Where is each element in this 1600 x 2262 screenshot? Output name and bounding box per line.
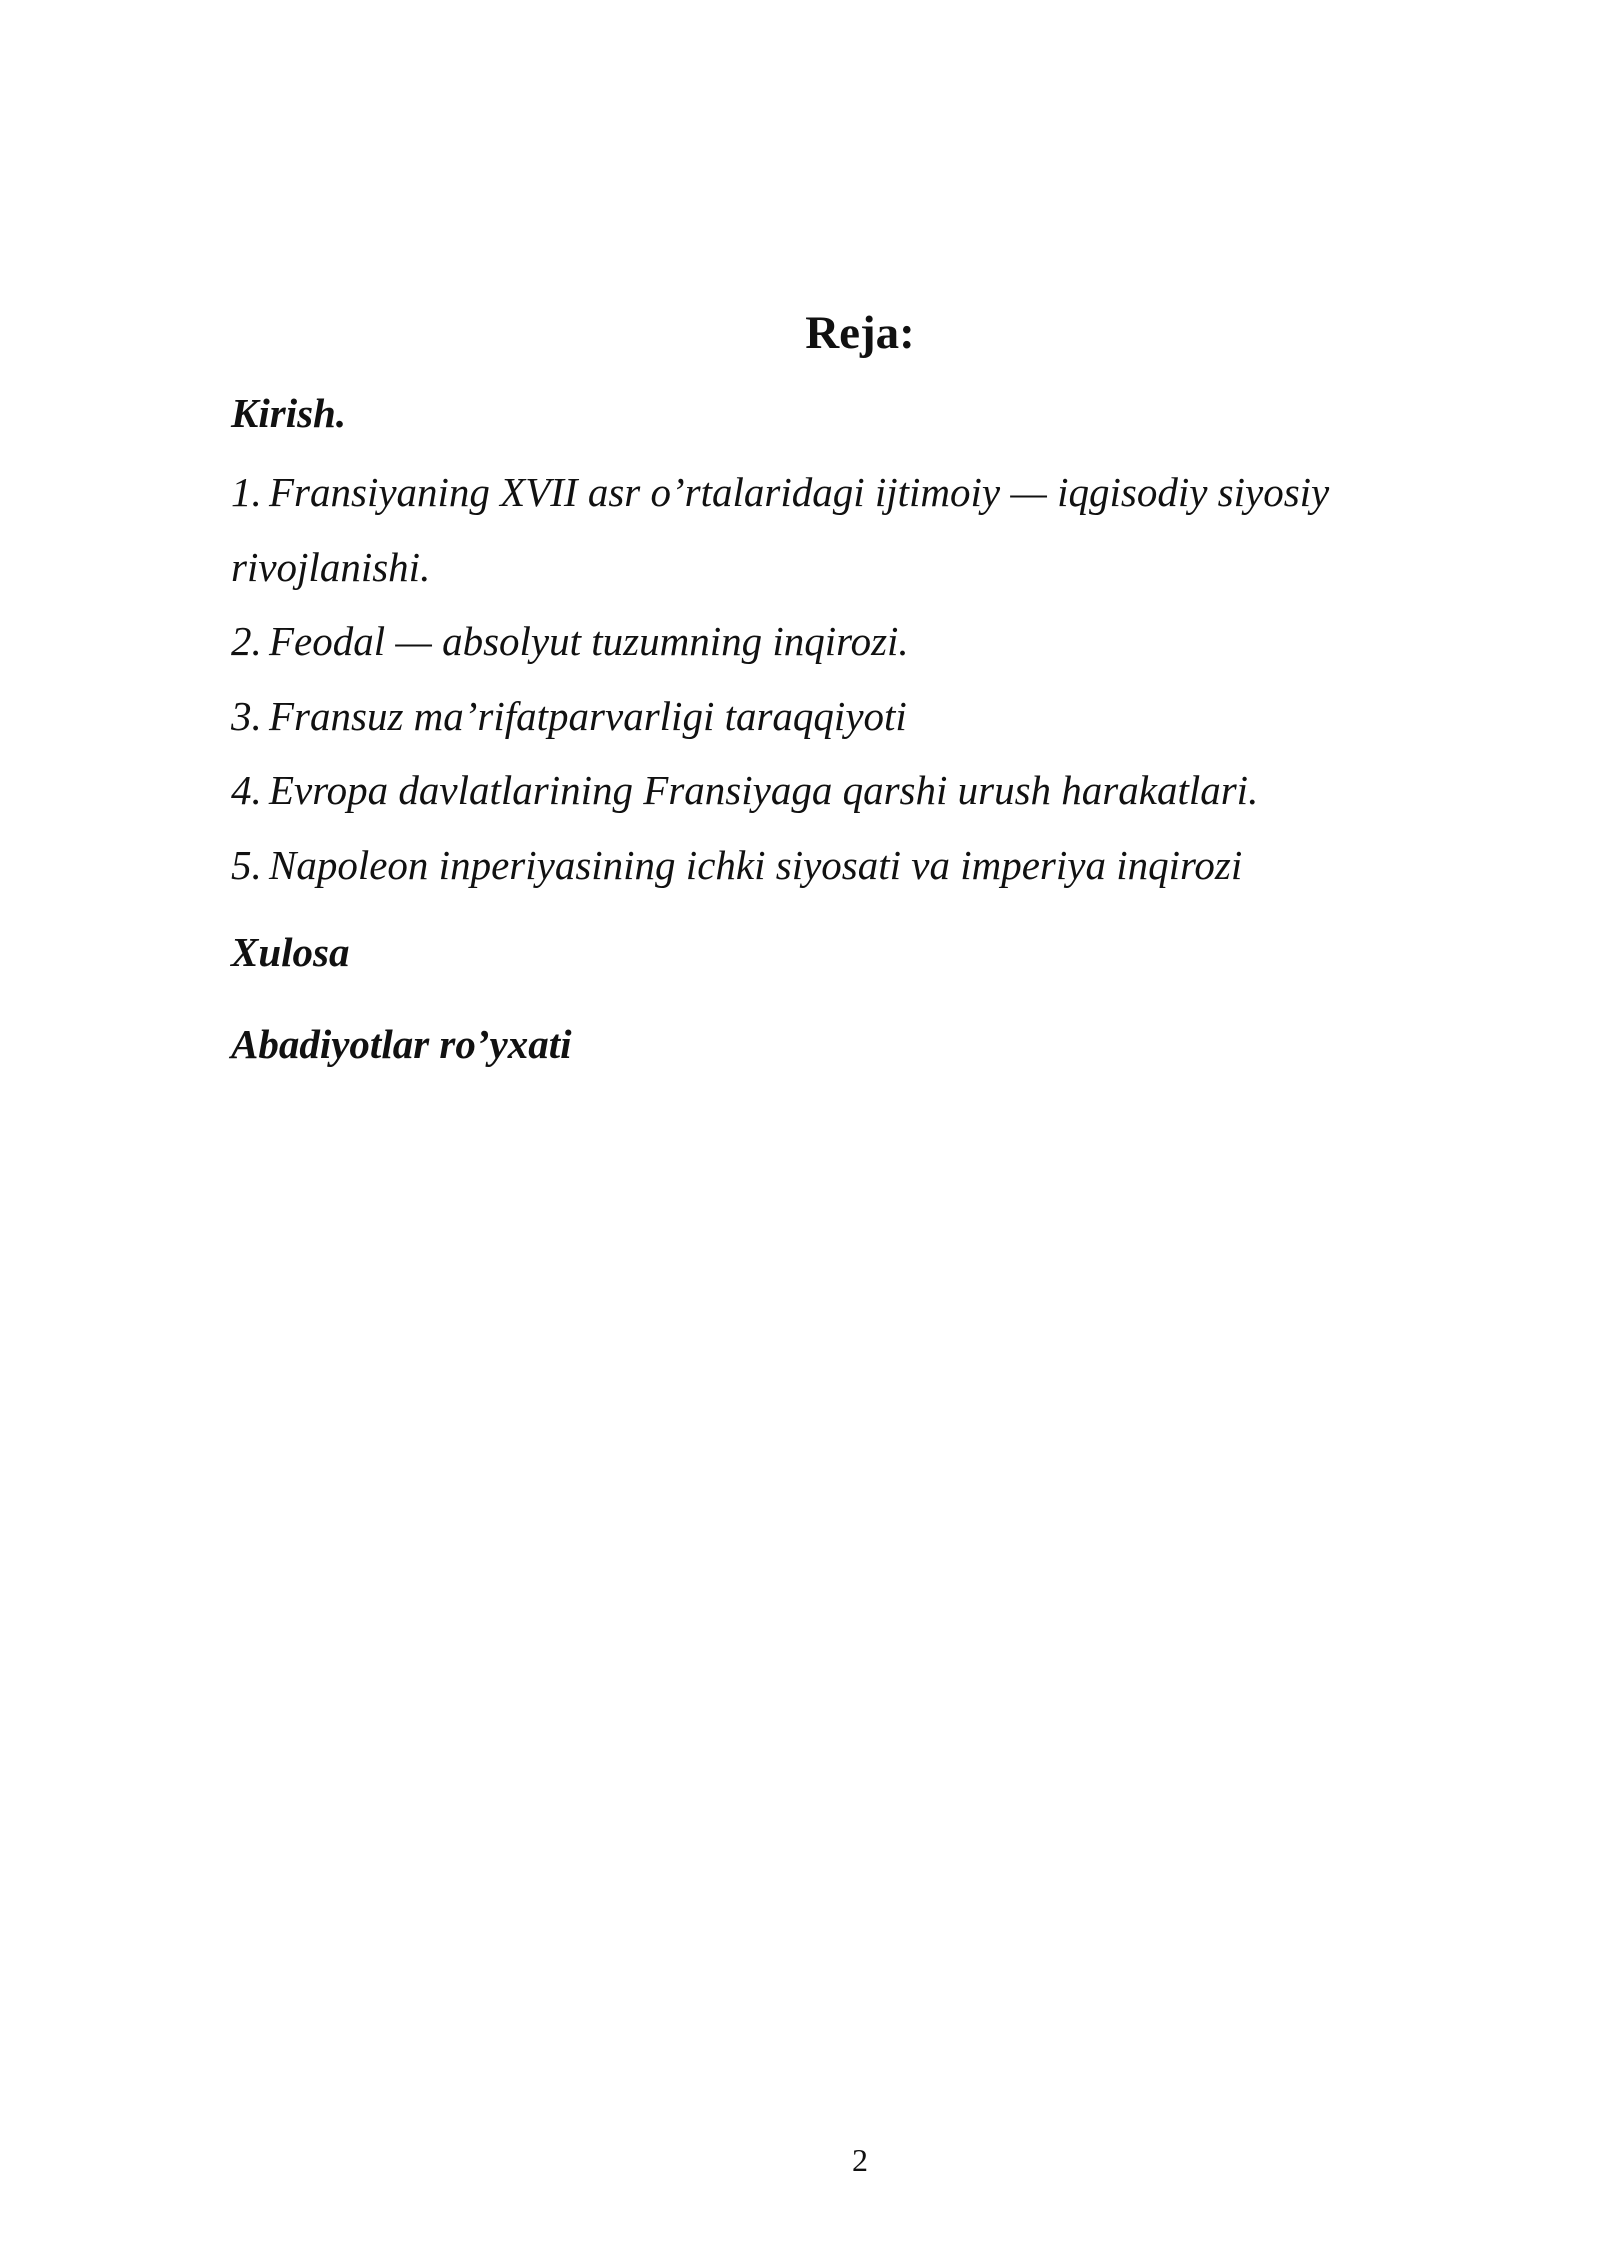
list-item-text: Evropa davlatlarining Fransiyaga qarshi urush harakatlari.: [269, 767, 1259, 813]
list-item-number: 3.: [231, 692, 262, 739]
list-item: [231, 455, 1411, 604]
list-item-number: 5.: [231, 841, 262, 888]
conclusion-heading: Xulosa: [231, 929, 350, 975]
list-item-number: 1.: [231, 469, 262, 515]
list-item: [231, 604, 1411, 679]
page-title: Reja:: [805, 307, 915, 359]
list-item-text: Napoleon inperiyasining ichki siyosati va imperiya inqirozi: [269, 841, 1243, 888]
list-item: [231, 679, 1411, 754]
plan-list: [231, 455, 1411, 902]
list-item-number: 2.: [231, 618, 262, 664]
references-heading: Abadiyotlar ro’yxati: [231, 1021, 572, 1067]
list-item: [231, 753, 1411, 828]
intro-heading: Kirish.: [231, 390, 347, 436]
list-item-text: Fransiyaning XVII asr o’rtalaridagi ijtimoiy — iqgisodiy siyosiy rivojlanishi.: [231, 469, 1330, 590]
list-item: [231, 828, 1411, 903]
list-item-text: Feodal — absolyut tuzumning inqirozi.: [269, 618, 909, 664]
list-item-number: 4.: [231, 767, 262, 813]
list-item-text: Fransuz ma’rifatparvarligi taraqqiyoti: [269, 692, 907, 739]
plan-content: [231, 383, 1411, 1074]
page-number: 2: [852, 2142, 868, 2178]
